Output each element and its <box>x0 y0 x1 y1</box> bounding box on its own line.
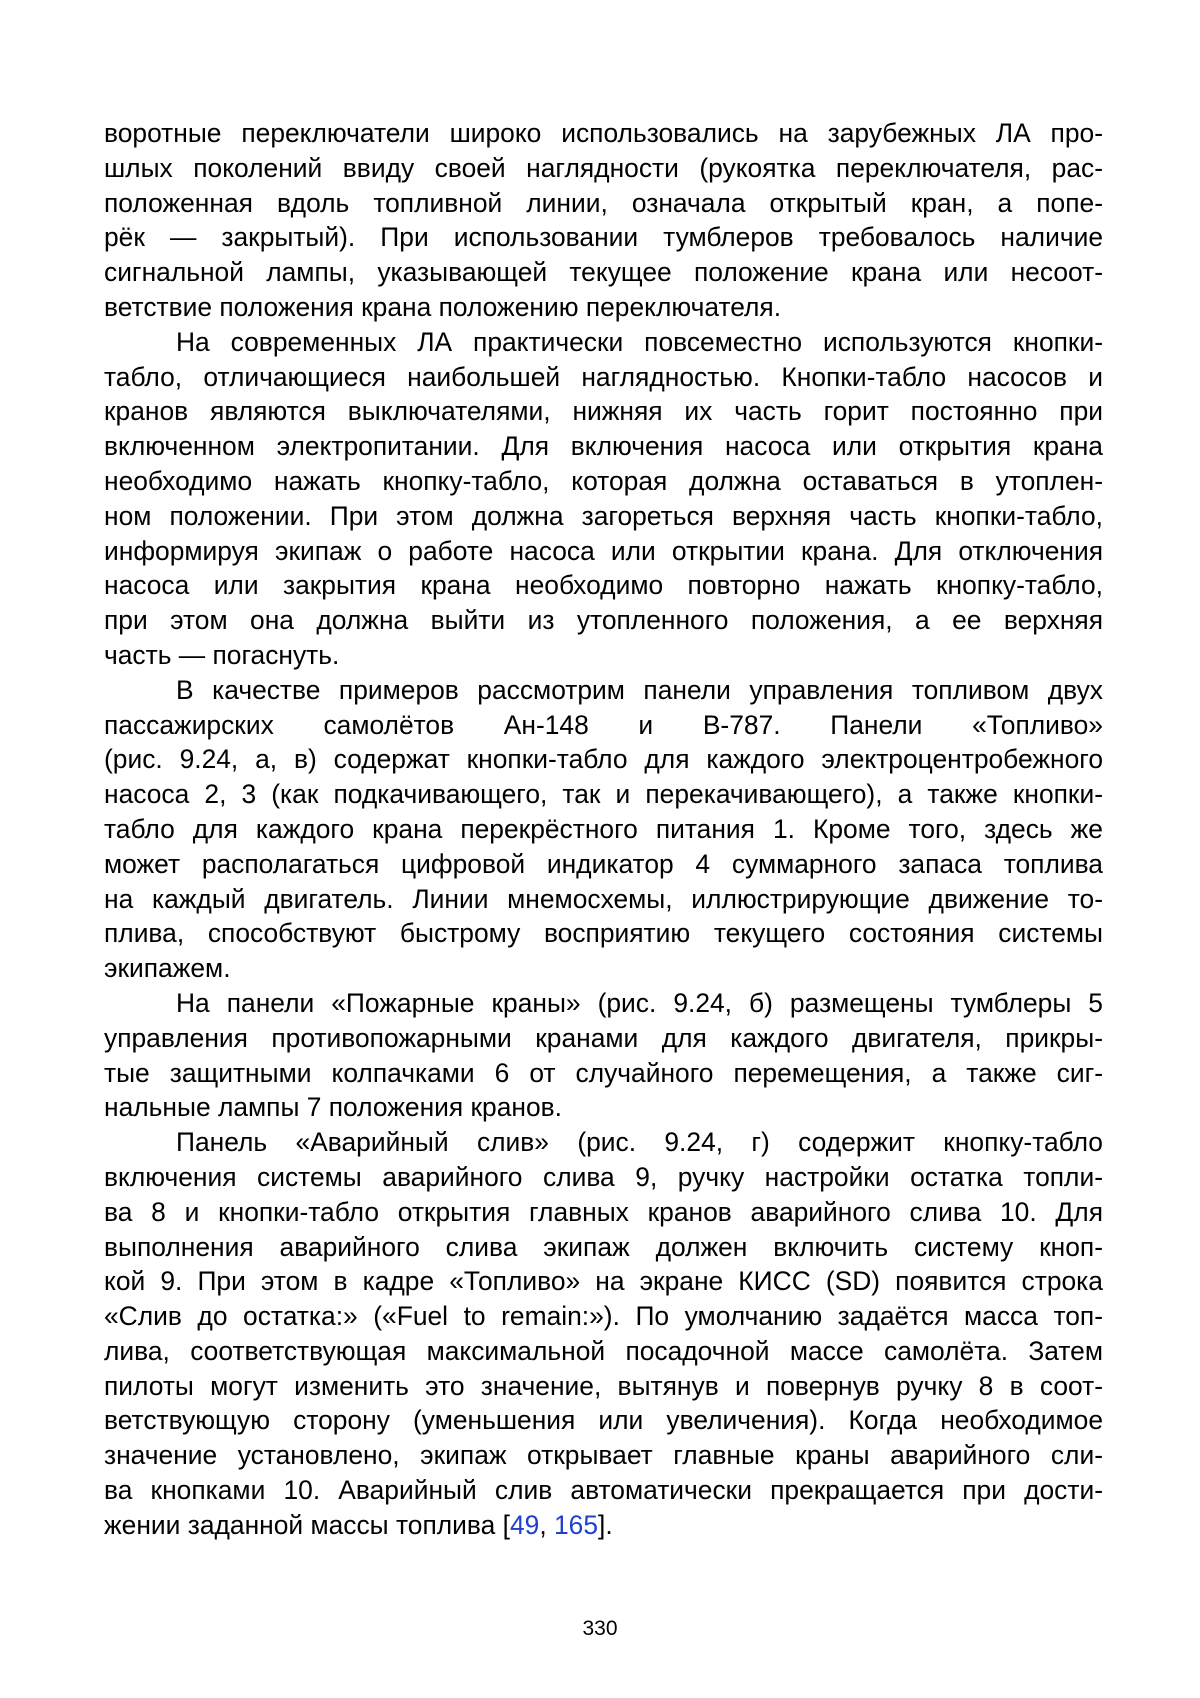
text-line: В качестве примеров рассмотрим панели управления топливом двух <box>176 674 1103 705</box>
text-line: необходимо нажать кнопку-табло, которая должна оставаться в утоплен- <box>104 465 1103 496</box>
text-line-with-references <box>104 1508 1103 1543</box>
text-line: насоса 2, 3 (как подкачивающего, так и перекачивающего), а также кнопки- <box>104 779 1103 810</box>
text-line: пилоты могут изменить это значение, вытянув и повернув ручку 8 в соот- <box>104 1370 1103 1401</box>
text-line: кой 9. При этом в кадре «Топливо» на экране КИСС (SD) появится строка <box>104 1266 1103 1297</box>
final-line-text: жении заданной массы топлива [ <box>104 1509 510 1540</box>
paragraph-5 <box>104 1125 1103 1543</box>
text-line: лива, соответствующая максимальной посадочной массе самолёта. Затем <box>104 1335 1103 1366</box>
text-line: табло для каждого крана перекрёстного питания 1. Кроме того, здесь же <box>104 813 1103 844</box>
text-line: включенном электропитании. Для включения насоса или открытия крана <box>104 431 1103 462</box>
text-line: экипажем. <box>104 953 231 984</box>
text-line: при этом она должна выйти из утопленного положения, а ее верхняя <box>104 605 1103 636</box>
text-line: может располагаться цифровой индикатор 4 суммарного запаса топлива <box>104 848 1103 879</box>
text-line: тые защитными колпачками 6 от случайного перемещения, а также сиг- <box>104 1057 1103 1088</box>
text-line: табло, отличающиеся наибольшей наглядностью. Кнопки-табло насосов и <box>104 361 1103 392</box>
document-body <box>104 116 1103 1543</box>
text-line: шлых поколений ввиду своей наглядности (рукоятка переключателя, рас- <box>104 152 1103 183</box>
text-line: информируя экипаж о работе насоса или открытии крана. Для отключения <box>104 535 1103 566</box>
text-line: включения системы аварийного слива 9, ручку настройки остатка топли- <box>104 1161 1103 1192</box>
text-line: ветствие положения крана положению переключателя. <box>104 291 782 322</box>
text-line: сигнальной лампы, указывающей текущее положение крана или несоот- <box>104 257 1103 288</box>
paragraph-4 <box>104 986 1103 1125</box>
text-line: «Слив до остатка:» («Fuel to remain:»). По умолчанию задаётся масса топ- <box>104 1301 1103 1332</box>
text-line: рёк — закрытый). При использовании тумблеров требовалось наличие <box>104 222 1103 253</box>
final-line-closing: ]. <box>598 1509 613 1540</box>
text-line: плива, способствуют быстрому восприятию текущего состояния системы <box>104 918 1103 949</box>
text-line: часть — погаснуть. <box>104 639 340 670</box>
text-line: ва кнопками 10. Аварийный слив автоматически прекращается при дости- <box>104 1475 1103 1506</box>
text-line: значение установлено, экипаж открывает главные краны аварийного сли- <box>104 1440 1103 1471</box>
text-line: ва 8 и кнопки-табло открытия главных кранов аварийного слива 10. Для <box>104 1196 1103 1227</box>
text-line: ветствующую сторону (уменьшения или увеличения). Когда необходимое <box>104 1405 1103 1436</box>
text-line: кранов являются выключателями, нижняя их часть горит постоянно при <box>104 396 1103 427</box>
text-line: Панель «Аварийный слив» (рис. 9.24, г) содержит кнопку-табло <box>176 1127 1103 1158</box>
page-number: 330 <box>582 1617 618 1640</box>
text-line: положенная вдоль топливной линии, означала открытый кран, а попе- <box>104 187 1103 218</box>
text-line: (рис. 9.24, а, в) содержат кнопки-табло для каждого электроцентробежного <box>104 744 1103 775</box>
reference-separator: , <box>539 1509 554 1540</box>
text-line: на каждый двигатель. Линии мнемосхемы, иллюстрирующие движение то- <box>104 883 1103 914</box>
text-line: На современных ЛА практически повсеместно используются кнопки- <box>176 326 1103 357</box>
paragraph-1 <box>104 116 1103 325</box>
text-line: воротные переключатели широко использовались на зарубежных ЛА про- <box>104 118 1103 148</box>
text-line: насоса или закрытия крана необходимо повторно нажать кнопку-табло, <box>104 570 1103 601</box>
text-line: На панели «Пожарные краны» (рис. 9.24, б) размещены тумблеры 5 <box>176 987 1103 1018</box>
text-line: выполнения аварийного слива экипаж должен включить систему кноп- <box>104 1231 1103 1262</box>
paragraph-2 <box>104 325 1103 673</box>
text-line: нальные лампы 7 положения кранов. <box>104 1092 563 1123</box>
text-line: пассажирских самолётов Ан-148 и В-787. Панели «Топливо» <box>104 709 1103 740</box>
text-line: ном положении. При этом должна загореться верхняя часть кнопки-табло, <box>104 500 1103 531</box>
reference-link-49[interactable]: 49 <box>509 1509 540 1540</box>
paragraph-3 <box>104 673 1103 986</box>
text-line: управления противопожарными кранами для каждого двигателя, прикры- <box>104 1022 1103 1053</box>
reference-link-165[interactable]: 165 <box>553 1509 599 1540</box>
